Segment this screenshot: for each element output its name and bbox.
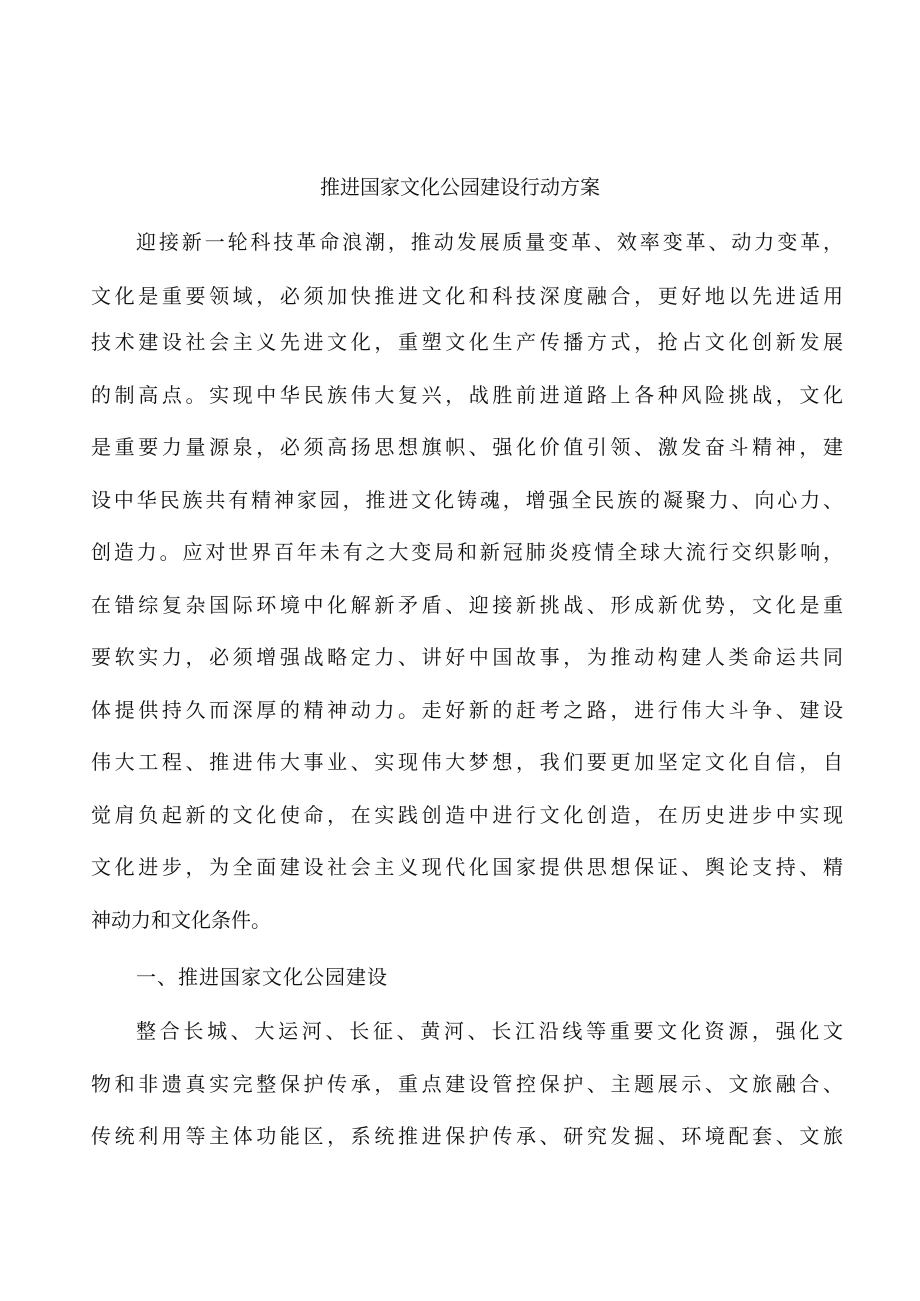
paragraph-line: 创造力。应对世界百年未有之大变局和新冠肺炎疫情全球大流行交织影响， xyxy=(91,540,843,564)
paragraph-line: 伟大工程、推进伟大事业、实现伟大梦想，我们要更加坚定文化自信，自 xyxy=(91,750,843,774)
paragraph-line: 设中华民族共有精神家园，推进文化铸魂，增强全民族的凝聚力、向心力、 xyxy=(91,488,843,512)
section-heading: 一、推进国家文化公园建设 xyxy=(136,965,388,989)
paragraph-line: 体提供持久而深厚的精神动力。走好新的赶考之路，进行伟大斗争、建设 xyxy=(91,698,843,722)
paragraph-line: 在错综复杂国际环境中化解新矛盾、迎接新挑战、形成新优势，文化是重 xyxy=(91,593,843,617)
paragraph-line: 技术建设社会主义先进文化，重塑文化生产传播方式，抢占文化创新发展 xyxy=(91,330,843,354)
paragraph-line: 要软实力，必须增强战略定力、讲好中国故事，为推动构建人类命运共同 xyxy=(91,645,843,669)
paragraph-line: 的制高点。实现中华民族伟大复兴，战胜前进道路上各种风险挑战，文化 xyxy=(91,383,843,407)
paragraph-line: 神动力和文化条件。 xyxy=(91,908,271,932)
paragraph-line: 是重要力量源泉，必须高扬思想旗帜、强化价值引领、激发奋斗精神，建 xyxy=(91,435,843,459)
document-title: 推进国家文化公园建设行动方案 xyxy=(320,175,600,199)
paragraph-line: 整合长城、大运河、长征、黄河、长江沿线等重要文化资源，强化文 xyxy=(136,1019,843,1043)
paragraph-line: 迎接新一轮科技革命浪潮，推动发展质量变革、效率变革、动力变革， xyxy=(136,230,843,254)
paragraph-line: 物和非遗真实完整保护传承，重点建设管控保护、主题展示、文旅融合、 xyxy=(91,1072,843,1096)
paragraph-line: 文化是重要领域，必须加快推进文化和科技深度融合，更好地以先进适用 xyxy=(91,284,843,308)
paragraph-line: 觉肩负起新的文化使命，在实践创造中进行文化创造，在历史进步中实现 xyxy=(91,803,843,827)
paragraph-line: 文化进步，为全面建设社会主义现代化国家提供思想保证、舆论支持、精 xyxy=(91,855,843,879)
paragraph-line: 传统利用等主体功能区，系统推进保护传承、研究发掘、环境配套、文旅 xyxy=(91,1124,843,1148)
